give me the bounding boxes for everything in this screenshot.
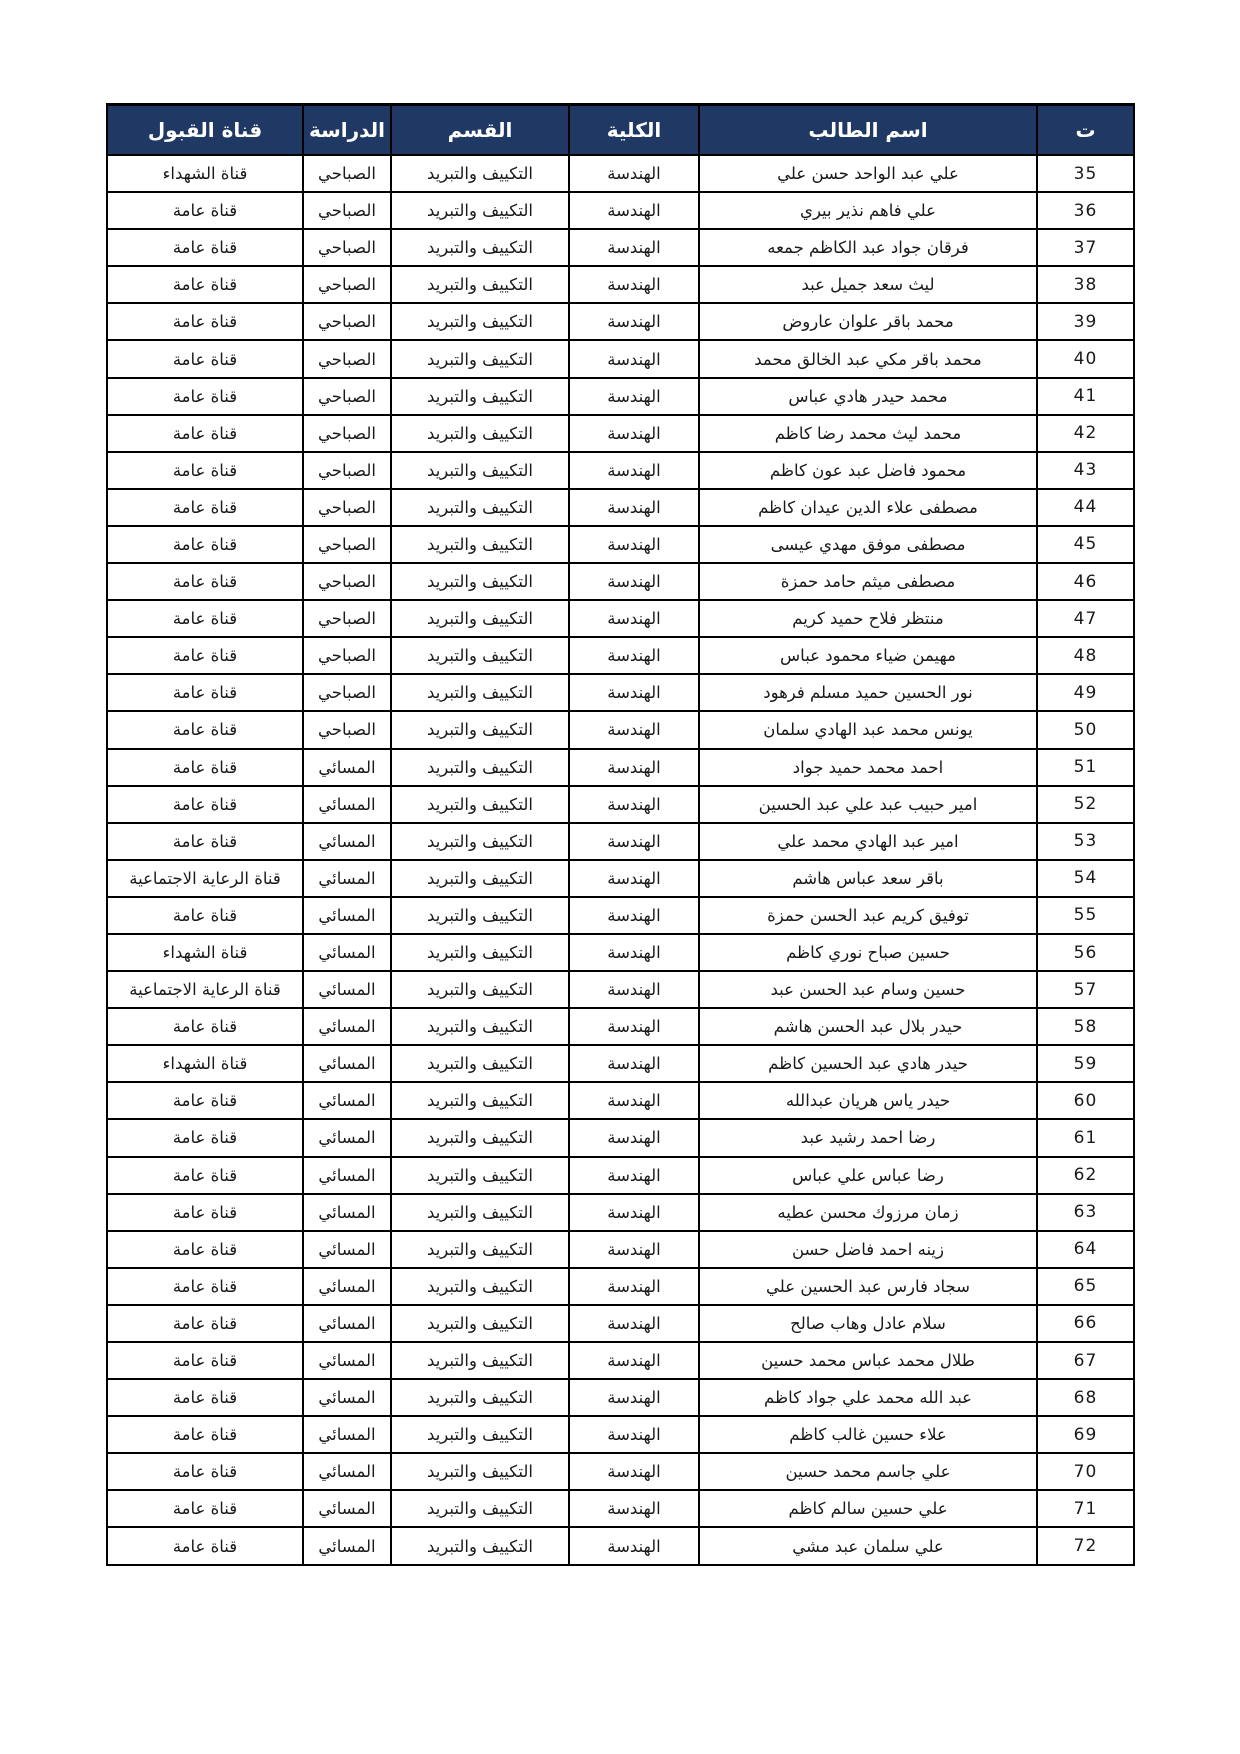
cell-dept: التكييف والتبريد [391, 1157, 569, 1194]
table-row [107, 860, 1134, 897]
cell-study: الصباحي [303, 526, 391, 563]
cell-study: المسائي [303, 823, 391, 860]
cell-channel: قناة عامة [107, 1231, 303, 1268]
cell-index: 42 [1037, 415, 1134, 452]
cell-name: محمد حيدر هادي عباس [699, 378, 1037, 415]
cell-name: علي جاسم محمد حسين [699, 1453, 1037, 1490]
cell-dept: التكييف والتبريد [391, 563, 569, 600]
cell-dept: التكييف والتبريد [391, 1527, 569, 1564]
cell-college: الهندسة [569, 1082, 699, 1119]
cell-dept: التكييف والتبريد [391, 1119, 569, 1156]
table-row [107, 192, 1134, 229]
table-row [107, 526, 1134, 563]
cell-study: الصباحي [303, 192, 391, 229]
table-row [107, 1231, 1134, 1268]
cell-study: الصباحي [303, 266, 391, 303]
cell-dept: التكييف والتبريد [391, 637, 569, 674]
cell-college: الهندسة [569, 1416, 699, 1453]
cell-college: الهندسة [569, 452, 699, 489]
cell-study: المسائي [303, 934, 391, 971]
cell-study: المسائي [303, 860, 391, 897]
table-row [107, 303, 1134, 340]
cell-dept: التكييف والتبريد [391, 303, 569, 340]
cell-index: 36 [1037, 192, 1134, 229]
cell-channel: قناة عامة [107, 378, 303, 415]
cell-study: المسائي [303, 749, 391, 786]
cell-study: المسائي [303, 1453, 391, 1490]
cell-channel: قناة عامة [107, 229, 303, 266]
cell-dept: التكييف والتبريد [391, 229, 569, 266]
table-row [107, 1416, 1134, 1453]
cell-channel: قناة عامة [107, 1194, 303, 1231]
cell-name: زينه احمد فاضل حسن [699, 1231, 1037, 1268]
table-row [107, 897, 1134, 934]
cell-name: محمد ليث محمد رضا كاظم [699, 415, 1037, 452]
table-row [107, 674, 1134, 711]
table-row [107, 378, 1134, 415]
table-row [107, 415, 1134, 452]
cell-index: 37 [1037, 229, 1134, 266]
cell-college: الهندسة [569, 1305, 699, 1342]
cell-study: المسائي [303, 786, 391, 823]
cell-name: مصطفى ميثم حامد حمزة [699, 563, 1037, 600]
cell-dept: التكييف والتبريد [391, 1305, 569, 1342]
cell-index: 62 [1037, 1157, 1134, 1194]
cell-college: الهندسة [569, 1231, 699, 1268]
cell-name: علي سلمان عبد مشي [699, 1527, 1037, 1564]
cell-college: الهندسة [569, 155, 699, 192]
cell-college: الهندسة [569, 1045, 699, 1082]
header-index: ت [1037, 105, 1134, 156]
cell-college: الهندسة [569, 1490, 699, 1527]
header-student-name: اسم الطالب [699, 105, 1037, 156]
cell-dept: التكييف والتبريد [391, 971, 569, 1008]
cell-dept: التكييف والتبريد [391, 378, 569, 415]
cell-college: الهندسة [569, 711, 699, 748]
cell-college: الهندسة [569, 1119, 699, 1156]
cell-channel: قناة عامة [107, 600, 303, 637]
cell-dept: التكييف والتبريد [391, 1194, 569, 1231]
cell-college: الهندسة [569, 303, 699, 340]
cell-name: علاء حسين غالب كاظم [699, 1416, 1037, 1453]
cell-name: علي حسين سالم كاظم [699, 1490, 1037, 1527]
cell-name: حيدر بلال عبد الحسن هاشم [699, 1008, 1037, 1045]
cell-college: الهندسة [569, 1527, 699, 1564]
table-row [107, 489, 1134, 526]
table-row [107, 823, 1134, 860]
cell-name: حسين صباح نوري كاظم [699, 934, 1037, 971]
cell-college: الهندسة [569, 266, 699, 303]
table-row [107, 934, 1134, 971]
cell-dept: التكييف والتبريد [391, 1082, 569, 1119]
cell-dept: التكييف والتبريد [391, 340, 569, 377]
cell-channel: قناة عامة [107, 303, 303, 340]
table-row [107, 1119, 1134, 1156]
cell-college: الهندسة [569, 637, 699, 674]
cell-college: الهندسة [569, 1379, 699, 1416]
cell-channel: قناة عامة [107, 489, 303, 526]
table-row [107, 971, 1134, 1008]
cell-dept: التكييف والتبريد [391, 1453, 569, 1490]
cell-college: الهندسة [569, 971, 699, 1008]
cell-channel: قناة عامة [107, 1157, 303, 1194]
cell-channel: قناة عامة [107, 1490, 303, 1527]
header-college: الكلية [569, 105, 699, 156]
cell-index: 63 [1037, 1194, 1134, 1231]
cell-study: المسائي [303, 1045, 391, 1082]
table-row [107, 1194, 1134, 1231]
cell-college: الهندسة [569, 897, 699, 934]
cell-channel: قناة عامة [107, 1416, 303, 1453]
table-row [107, 1305, 1134, 1342]
table-row [107, 1342, 1134, 1379]
cell-name: منتظر فلاح حميد كريم [699, 600, 1037, 637]
cell-channel: قناة عامة [107, 266, 303, 303]
cell-study: الصباحي [303, 711, 391, 748]
cell-channel: قناة عامة [107, 192, 303, 229]
cell-channel: قناة عامة [107, 1527, 303, 1564]
cell-name: سلام عادل وهاب صالح [699, 1305, 1037, 1342]
cell-name: حيدر ياس هريان عبدالله [699, 1082, 1037, 1119]
cell-name: مصطفى علاء الدين عيدان كاظم [699, 489, 1037, 526]
table-row [107, 155, 1134, 192]
cell-dept: التكييف والتبريد [391, 674, 569, 711]
cell-channel: قناة عامة [107, 1082, 303, 1119]
table-row [107, 1082, 1134, 1119]
cell-channel: قناة عامة [107, 452, 303, 489]
cell-dept: التكييف والتبريد [391, 266, 569, 303]
cell-name: مهيمن ضياء محمود عباس [699, 637, 1037, 674]
table-row [107, 1527, 1134, 1564]
cell-index: 51 [1037, 749, 1134, 786]
cell-study: الصباحي [303, 229, 391, 266]
cell-channel: قناة عامة [107, 1453, 303, 1490]
cell-index: 40 [1037, 340, 1134, 377]
cell-name: حسين وسام عبد الحسن عبد [699, 971, 1037, 1008]
cell-index: 35 [1037, 155, 1134, 192]
cell-dept: التكييف والتبريد [391, 1045, 569, 1082]
cell-index: 45 [1037, 526, 1134, 563]
cell-index: 56 [1037, 934, 1134, 971]
cell-dept: التكييف والتبريد [391, 1008, 569, 1045]
students-table [106, 103, 1135, 1566]
table-row [107, 1045, 1134, 1082]
cell-college: الهندسة [569, 934, 699, 971]
cell-name: ليث سعد جميل عبد [699, 266, 1037, 303]
cell-study: المسائي [303, 1119, 391, 1156]
cell-index: 46 [1037, 563, 1134, 600]
cell-dept: التكييف والتبريد [391, 600, 569, 637]
cell-study: الصباحي [303, 489, 391, 526]
cell-index: 47 [1037, 600, 1134, 637]
cell-college: الهندسة [569, 1342, 699, 1379]
cell-dept: التكييف والتبريد [391, 1416, 569, 1453]
cell-channel: قناة الرعاية الاجتماعية [107, 860, 303, 897]
cell-study: الصباحي [303, 340, 391, 377]
cell-index: 43 [1037, 452, 1134, 489]
cell-index: 39 [1037, 303, 1134, 340]
cell-dept: التكييف والتبريد [391, 1342, 569, 1379]
cell-study: المسائي [303, 1342, 391, 1379]
cell-index: 60 [1037, 1082, 1134, 1119]
cell-study: المسائي [303, 1008, 391, 1045]
cell-index: 41 [1037, 378, 1134, 415]
cell-channel: قناة عامة [107, 786, 303, 823]
cell-index: 38 [1037, 266, 1134, 303]
cell-channel: قناة الرعاية الاجتماعية [107, 971, 303, 1008]
cell-channel: قناة الشهداء [107, 1045, 303, 1082]
cell-study: الصباحي [303, 563, 391, 600]
cell-channel: قناة عامة [107, 1008, 303, 1045]
table-row [107, 563, 1134, 600]
cell-study: المسائي [303, 1527, 391, 1564]
cell-channel: قناة عامة [107, 637, 303, 674]
cell-channel: قناة عامة [107, 674, 303, 711]
cell-college: الهندسة [569, 563, 699, 600]
cell-index: 57 [1037, 971, 1134, 1008]
cell-name: محمد باقر مكي عبد الخالق محمد [699, 340, 1037, 377]
cell-name: احمد محمد حميد جواد [699, 749, 1037, 786]
table-row [107, 637, 1134, 674]
cell-index: 59 [1037, 1045, 1134, 1082]
cell-name: نور الحسين حميد مسلم فرهود [699, 674, 1037, 711]
cell-college: الهندسة [569, 1157, 699, 1194]
cell-channel: قناة عامة [107, 823, 303, 860]
cell-study: المسائي [303, 1268, 391, 1305]
cell-dept: التكييف والتبريد [391, 897, 569, 934]
cell-college: الهندسة [569, 860, 699, 897]
cell-study: المسائي [303, 1157, 391, 1194]
cell-study: الصباحي [303, 600, 391, 637]
cell-dept: التكييف والتبريد [391, 489, 569, 526]
cell-index: 52 [1037, 786, 1134, 823]
cell-dept: التكييف والتبريد [391, 155, 569, 192]
cell-study: المسائي [303, 1490, 391, 1527]
cell-channel: قناة عامة [107, 897, 303, 934]
cell-channel: قناة عامة [107, 1119, 303, 1156]
cell-college: الهندسة [569, 823, 699, 860]
cell-college: الهندسة [569, 489, 699, 526]
table-row [107, 266, 1134, 303]
header-study-type: الدراسة [303, 105, 391, 156]
cell-name: محمد باقر علوان عاروض [699, 303, 1037, 340]
cell-index: 65 [1037, 1268, 1134, 1305]
table-header-row [107, 105, 1134, 156]
cell-channel: قناة عامة [107, 526, 303, 563]
cell-college: الهندسة [569, 526, 699, 563]
cell-study: المسائي [303, 1305, 391, 1342]
cell-dept: التكييف والتبريد [391, 786, 569, 823]
cell-index: 58 [1037, 1008, 1134, 1045]
cell-index: 50 [1037, 711, 1134, 748]
cell-study: المسائي [303, 971, 391, 1008]
cell-name: توفيق كريم عبد الحسن حمزة [699, 897, 1037, 934]
cell-study: الصباحي [303, 155, 391, 192]
cell-dept: التكييف والتبريد [391, 749, 569, 786]
cell-college: الهندسة [569, 1453, 699, 1490]
cell-index: 54 [1037, 860, 1134, 897]
cell-study: الصباحي [303, 303, 391, 340]
cell-name: رضا عباس علي عباس [699, 1157, 1037, 1194]
cell-study: المسائي [303, 897, 391, 934]
cell-name: فرقان جواد عبد الكاظم جمعه [699, 229, 1037, 266]
cell-study: المسائي [303, 1082, 391, 1119]
cell-name: امير عبد الهادي محمد علي [699, 823, 1037, 860]
cell-index: 68 [1037, 1379, 1134, 1416]
cell-channel: قناة الشهداء [107, 155, 303, 192]
cell-college: الهندسة [569, 1008, 699, 1045]
table-row [107, 1157, 1134, 1194]
cell-channel: قناة عامة [107, 563, 303, 600]
cell-dept: التكييف والتبريد [391, 860, 569, 897]
table-row [107, 1379, 1134, 1416]
cell-name: مصطفى موفق مهدي عيسى [699, 526, 1037, 563]
cell-college: الهندسة [569, 192, 699, 229]
cell-index: 48 [1037, 637, 1134, 674]
cell-study: الصباحي [303, 637, 391, 674]
table-row [107, 711, 1134, 748]
cell-college: الهندسة [569, 415, 699, 452]
cell-dept: التكييف والتبريد [391, 934, 569, 971]
table-row [107, 340, 1134, 377]
table-row [107, 786, 1134, 823]
cell-college: الهندسة [569, 1194, 699, 1231]
table-row [107, 600, 1134, 637]
table-row [107, 1008, 1134, 1045]
cell-study: الصباحي [303, 415, 391, 452]
cell-college: الهندسة [569, 1268, 699, 1305]
cell-index: 72 [1037, 1527, 1134, 1564]
cell-dept: التكييف والتبريد [391, 452, 569, 489]
cell-name: عبد الله محمد علي جواد كاظم [699, 1379, 1037, 1416]
cell-index: 44 [1037, 489, 1134, 526]
cell-index: 64 [1037, 1231, 1134, 1268]
cell-study: الصباحي [303, 378, 391, 415]
cell-name: علي فاهم نذير بيري [699, 192, 1037, 229]
cell-channel: قناة عامة [107, 711, 303, 748]
cell-dept: التكييف والتبريد [391, 1379, 569, 1416]
cell-study: الصباحي [303, 452, 391, 489]
cell-college: الهندسة [569, 749, 699, 786]
cell-channel: قناة عامة [107, 1342, 303, 1379]
cell-index: 70 [1037, 1453, 1134, 1490]
cell-dept: التكييف والتبريد [391, 415, 569, 452]
cell-channel: قناة عامة [107, 340, 303, 377]
cell-name: يونس محمد عبد الهادي سلمان [699, 711, 1037, 748]
header-department: القسم [391, 105, 569, 156]
cell-dept: التكييف والتبريد [391, 711, 569, 748]
cell-name: حيدر هادي عبد الحسين كاظم [699, 1045, 1037, 1082]
cell-index: 69 [1037, 1416, 1134, 1453]
cell-index: 66 [1037, 1305, 1134, 1342]
cell-study: المسائي [303, 1194, 391, 1231]
table-row [107, 1490, 1134, 1527]
cell-dept: التكييف والتبريد [391, 823, 569, 860]
table-row [107, 452, 1134, 489]
cell-channel: قناة عامة [107, 1268, 303, 1305]
cell-college: الهندسة [569, 786, 699, 823]
table-row [107, 749, 1134, 786]
cell-college: الهندسة [569, 340, 699, 377]
cell-channel: قناة عامة [107, 1379, 303, 1416]
cell-name: زمان مرزوك محسن عطيه [699, 1194, 1037, 1231]
cell-index: 71 [1037, 1490, 1134, 1527]
cell-study: الصباحي [303, 674, 391, 711]
cell-dept: التكييف والتبريد [391, 1231, 569, 1268]
cell-name: طلال محمد عباس محمد حسين [699, 1342, 1037, 1379]
student-table-body [107, 155, 1134, 1565]
cell-dept: التكييف والتبريد [391, 1490, 569, 1527]
cell-college: الهندسة [569, 600, 699, 637]
cell-channel: قناة عامة [107, 1305, 303, 1342]
cell-name: رضا احمد رشيد عبد [699, 1119, 1037, 1156]
cell-dept: التكييف والتبريد [391, 192, 569, 229]
cell-index: 67 [1037, 1342, 1134, 1379]
cell-name: علي عبد الواحد حسن علي [699, 155, 1037, 192]
table-row [107, 1453, 1134, 1490]
cell-index: 53 [1037, 823, 1134, 860]
cell-college: الهندسة [569, 229, 699, 266]
cell-college: الهندسة [569, 674, 699, 711]
cell-name: باقر سعد عباس هاشم [699, 860, 1037, 897]
cell-index: 49 [1037, 674, 1134, 711]
cell-index: 61 [1037, 1119, 1134, 1156]
cell-channel: قناة الشهداء [107, 934, 303, 971]
cell-channel: قناة عامة [107, 415, 303, 452]
table-row [107, 229, 1134, 266]
cell-name: محمود فاضل عبد عون كاظم [699, 452, 1037, 489]
cell-study: المسائي [303, 1379, 391, 1416]
cell-college: الهندسة [569, 378, 699, 415]
cell-dept: التكييف والتبريد [391, 1268, 569, 1305]
cell-name: سجاد فارس عبد الحسين علي [699, 1268, 1037, 1305]
cell-index: 55 [1037, 897, 1134, 934]
cell-channel: قناة عامة [107, 749, 303, 786]
cell-dept: التكييف والتبريد [391, 526, 569, 563]
table-row [107, 1268, 1134, 1305]
cell-name: امير حبيب عبد علي عبد الحسين [699, 786, 1037, 823]
header-admission-channel: قناة القبول [107, 105, 303, 156]
cell-study: المسائي [303, 1416, 391, 1453]
cell-study: المسائي [303, 1231, 391, 1268]
